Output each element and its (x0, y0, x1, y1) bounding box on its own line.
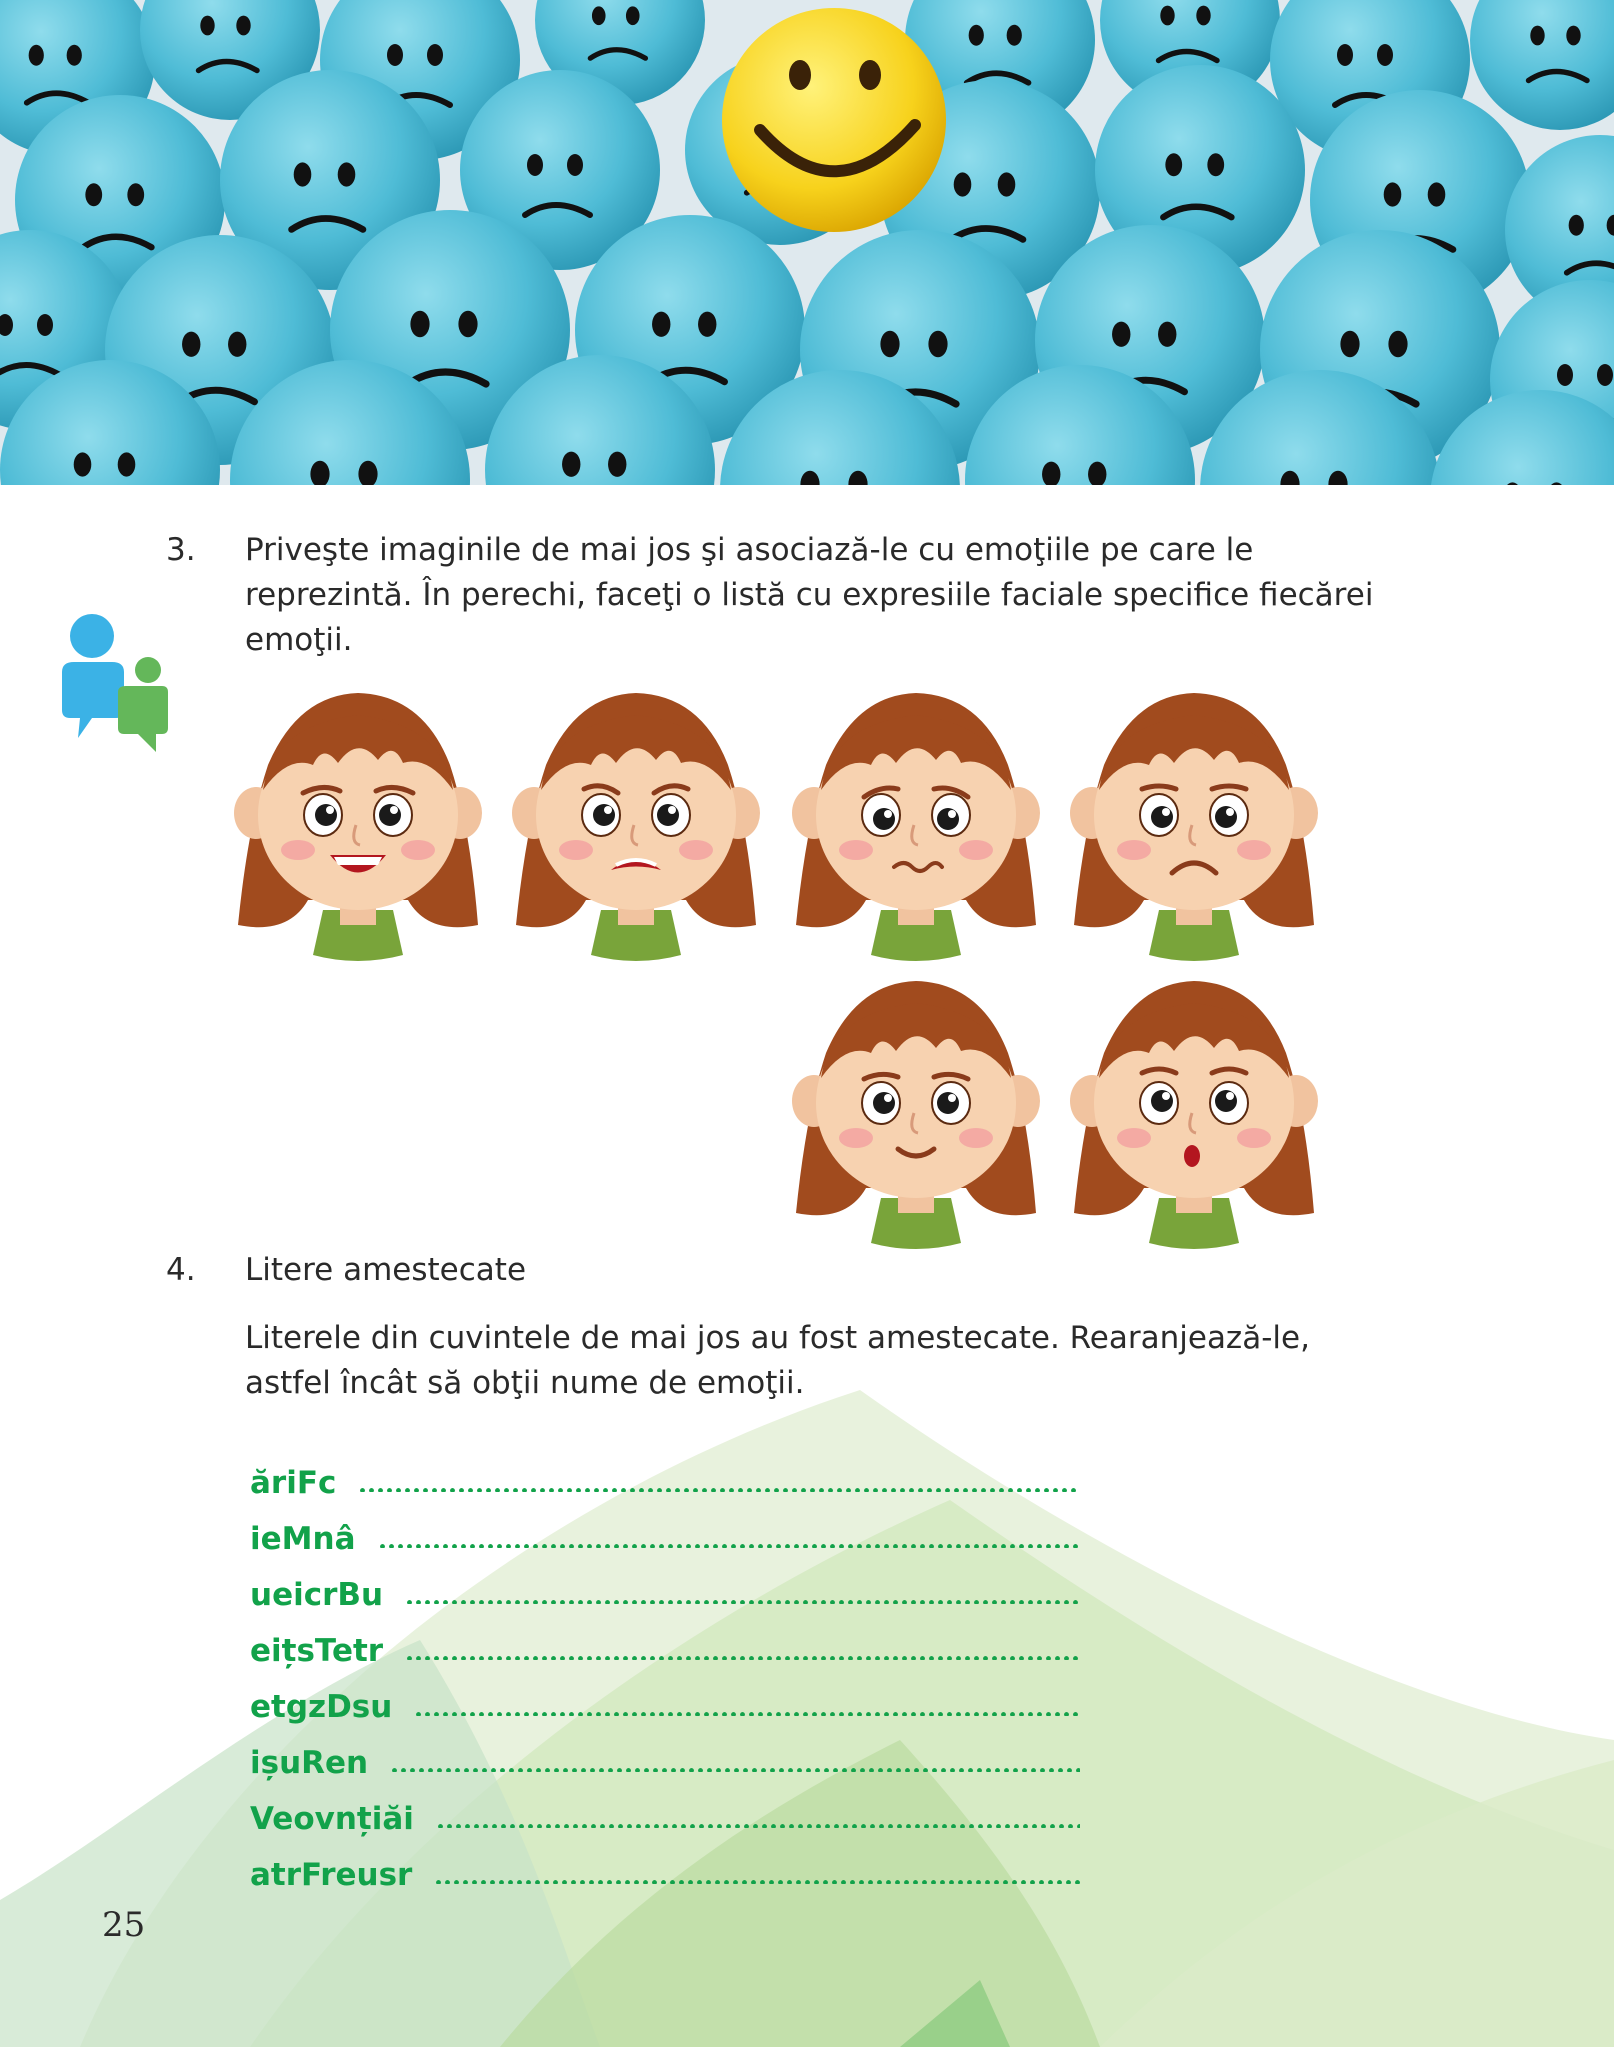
answer-line[interactable] (405, 1600, 1080, 1604)
scrambled-word-list (250, 1455, 1080, 1903)
unhappy-face (1064, 685, 1324, 965)
scared-face (506, 685, 766, 965)
word-row (250, 1791, 1080, 1847)
answer-line[interactable] (405, 1656, 1080, 1660)
banner-image (0, 0, 1614, 485)
pair-work-icon (58, 610, 170, 755)
scrambled-word: ișuRen (250, 1745, 369, 1781)
word-row (250, 1511, 1080, 1567)
word-row (250, 1567, 1080, 1623)
surprised-face (1064, 973, 1324, 1253)
page-number: 25 (102, 1905, 146, 1945)
scrambled-word: Veovnțiăi (250, 1801, 414, 1837)
word-row (250, 1735, 1080, 1791)
scrambled-word: etgzDsu (250, 1689, 393, 1725)
exercise-4-title: Litere amestecate (245, 1252, 527, 1288)
answer-line[interactable] (436, 1824, 1080, 1828)
exercise-4-number: 4. (166, 1252, 196, 1288)
smiling-face (786, 973, 1046, 1253)
scrambled-word: ieMnâ (250, 1521, 356, 1557)
answer-line[interactable] (414, 1712, 1080, 1716)
scrambled-word: ueicrBu (250, 1577, 384, 1613)
scrambled-word: eițsTetr (250, 1633, 384, 1669)
word-row (250, 1455, 1080, 1511)
answer-line[interactable] (390, 1768, 1080, 1772)
answer-line[interactable] (434, 1880, 1080, 1884)
answer-line[interactable] (378, 1544, 1081, 1548)
exercise-3-instructions: Priveşte imaginile de mai jos şi asociază-le cu emoţiile pe care le reprezintă. În perechi, faceţi o listă cu expresiile faciale specifice fiecărei emoţii. (245, 532, 1374, 658)
scrambled-word: ăriFc (250, 1465, 337, 1501)
sad-face (786, 685, 1046, 965)
exercise-4-instructions: Literele din cuvintele de mai jos au fost amestecate. Rearanjează-le, astfel încât să obţii nume de emoţii. (245, 1320, 1310, 1401)
word-row (250, 1847, 1080, 1903)
word-row (250, 1679, 1080, 1735)
scrambled-word: atrFreusr (250, 1857, 413, 1893)
word-row (250, 1623, 1080, 1679)
answer-line[interactable] (358, 1488, 1080, 1492)
happy-face (228, 685, 488, 965)
exercise-3-number: 3. (166, 532, 196, 568)
